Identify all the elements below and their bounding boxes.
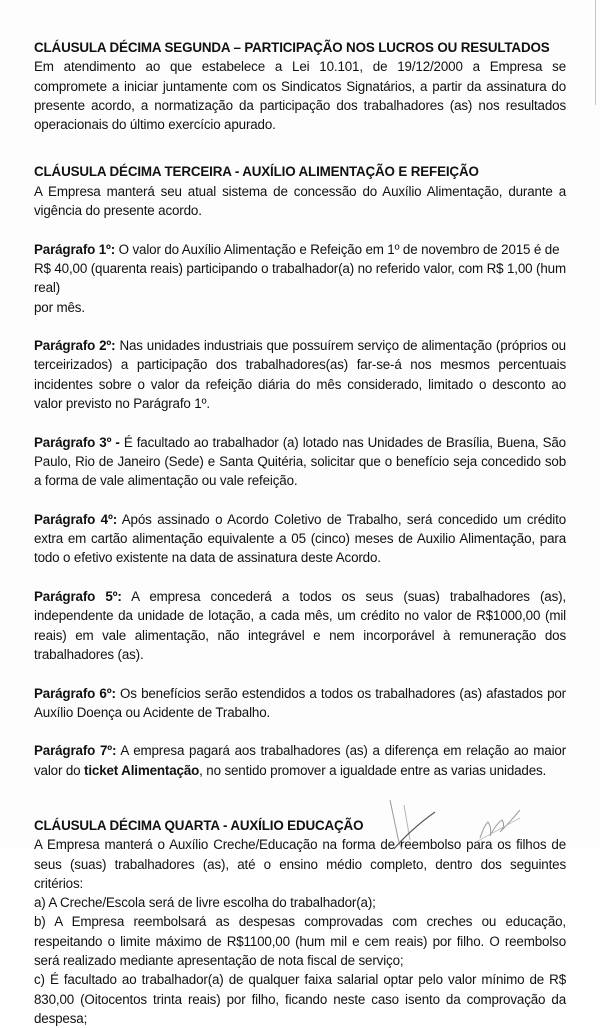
paragraph-3-text: É facultado ao trabalhador (a) lotado nas Unidades de Brasília, Buena, São Paulo, Rio de Janeiro (Sede) e Santa Quitéria, solicitar que o benefício seja concedido sob a forma de vale alimentação ou vale refeição. [34, 434, 566, 489]
document-body [34, 38, 566, 1028]
paragraph-6 [34, 684, 566, 723]
clause-12-heading: CLÁUSULA DÉCIMA SEGUNDA – PARTICIPAÇÃO NOS LUCROS OU RESULTADOS [34, 40, 550, 55]
paragraph-4 [34, 510, 566, 568]
paragraph-4-text: Após assinado o Acordo Coletivo de Trabalho, será concedido um crédito extra em cartão alimentação equivalente a 05 (cinco) meses de Auxilio Alimentação, para todo o efetivo existente na data de assinatura deste Acordo. [34, 511, 566, 566]
paragraph-7-text-before: A empresa pagará aos trabalhadores (as) a diferença em relação ao maior valor do [34, 743, 566, 778]
paragraph-7-label: Parágrafo 7º: [34, 743, 117, 759]
paragraph-1 [34, 240, 566, 317]
paragraph-7-bold-term: ticket Alimentação [84, 762, 200, 778]
paragraph-1-label: Parágrafo 1º: [34, 241, 116, 257]
paragraph-4-label: Parágrafo 4º: [34, 511, 118, 527]
paragraph-3 [34, 433, 566, 491]
clause-14-item-c: c) É facultado ao trabalhador(a) de qualquer faixa salarial optar pelo valor mínimo de R$ 830,00 (Oitocentos trinta reais) por filho, ficando neste caso isento da comprovação da despesa; [34, 972, 566, 1026]
paragraph-1-line3: por mês. [34, 299, 85, 315]
paragraph-1-line1: O valor do Auxílio Alimentação e Refeição em 1º de novembro de 2015 é de [115, 241, 560, 257]
paragraph-2-text: Nas unidades industriais que possuírem serviço de alimentação (próprios ou terceirizados) a participação dos trabalhadores(as) far-se-á nos mesmos percentuais incidentes sobre o valor da refeição diária do mês considerado, limitado o desconto ao valor previsto no Parágrafo 1º. [34, 338, 566, 412]
paragraph-6-text: Os benefícios serão estendidos a todos os trabalhadores (as) afastados por Auxílio Doença ou Acidente de Trabalho. [34, 685, 566, 720]
clause-14-intro: A Empresa manterá o Auxílio Creche/Educação na forma de reembolso para os filhos de seus (suas) trabalhadores (as), até o ensino médio completo, dentro dos seguintes critérios: [34, 837, 566, 891]
paragraph-1-line2: R$ 40,00 (quarenta reais) participando o trabalhador(a) no referido valor, com R$ 1,00 (hum real) [34, 260, 566, 296]
paragraph-6-label: Parágrafo 6º: [34, 685, 116, 701]
signatures-area [380, 800, 540, 849]
clause-14-heading: CLÁUSULA DÉCIMA QUARTA - AUXÍLIO EDUCAÇÃO [34, 817, 364, 833]
paragraph-3-label: Parágrafo 3º - [34, 434, 120, 450]
paragraph-5-text: A empresa concederá a todos os seus (suas) trabalhadores (as), independente da unidade de lotação, a cada mês, um crédito no valor de R$1000,00 (mil reais) em vale alimentação, não integrável e nem incorporável à remuneração dos trabalhadores (as). [34, 589, 566, 662]
clause-14-item-a: a) A Creche/Escola será de livre escolha do trabalhador(a); [34, 895, 376, 911]
paragraph-2-label: Parágrafo 2º: [34, 338, 116, 354]
paragraph-7 [34, 741, 566, 780]
clause-13-intro: A Empresa manterá seu atual sistema de concessão do Auxílio Alimentação, durante a vigência do presente acordo. [34, 183, 566, 219]
paragraph-2 [34, 336, 566, 413]
scan-artifact-line [595, 0, 596, 105]
paragraph-5-label: Parágrafo 5º: [34, 589, 122, 605]
paragraph-7-text-after: , no sentido promover a igualdade entre as varias unidades. [199, 762, 547, 778]
signature-1-icon [380, 800, 540, 849]
clause-14-item-b: b) A Empresa reembolsará as despesas comprovadas com creches ou educação, respeitando o limite máximo de R$1100,00 (hum mil e cem reais) por filho. O reembolso será realizado mediante apresentação de nota fiscal de serviço; [34, 914, 566, 969]
paragraph-5 [34, 587, 566, 664]
clause-13-heading: CLÁUSULA DÉCIMA TERCEIRA - AUXÍLIO ALIMENTAÇÃO E REFEIÇÃO [34, 164, 479, 180]
clause-12-text: Em atendimento ao que estabelece a Lei 10.101, de 19/12/2000 a Empresa se compromete a iniciar juntamente com os Sindicatos Signatários, a partir da assinatura do presente acordo, a normatização da participação dos trabalhadores (as) nos resultados operacionais do último exercício apurado. [34, 59, 566, 133]
